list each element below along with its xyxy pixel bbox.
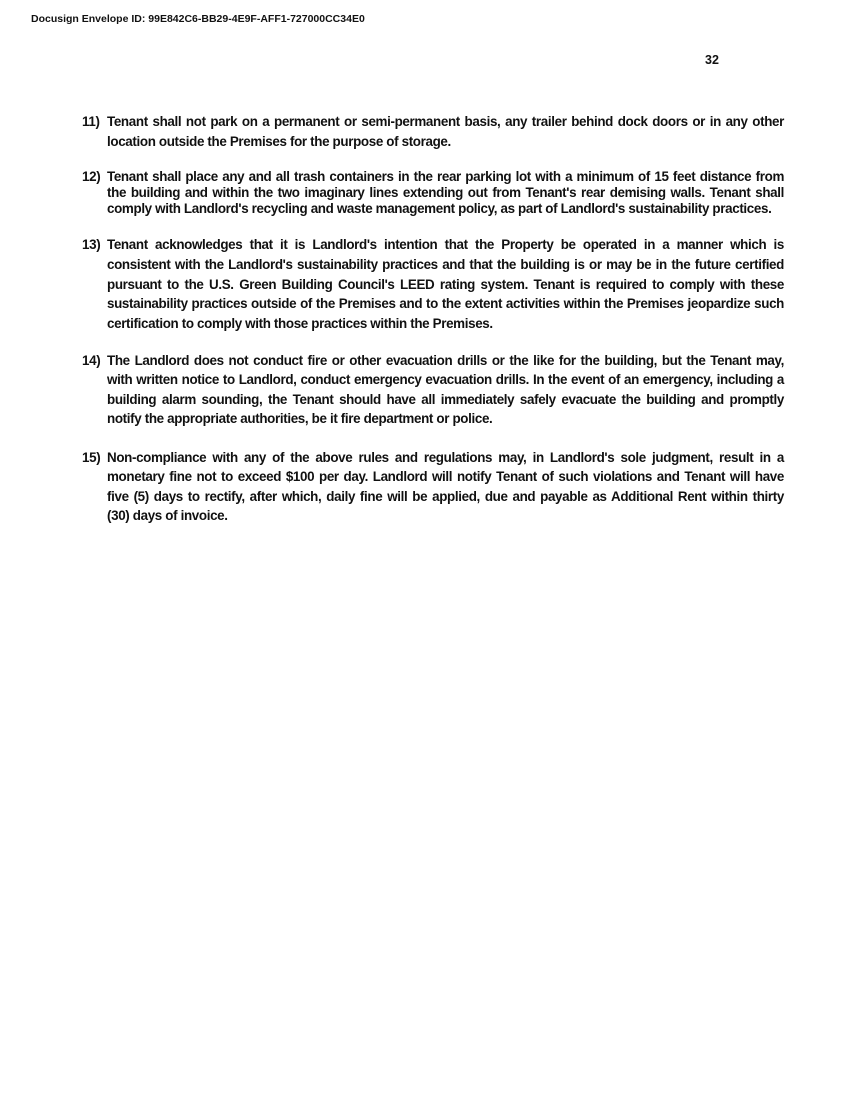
page-number: 32 xyxy=(705,53,719,67)
item-line: notify the appropriate authorities, be it fire department or police. xyxy=(107,411,493,426)
item-line: Tenant shall not park on a permanent or semi-permanent basis, any trailer behind dock doors or in any other xyxy=(107,114,784,129)
item-line: (30) days of invoice. xyxy=(107,508,228,523)
item-line: sustainability practices outside of the Premises and to the extent activities within the Premises jeopardize such xyxy=(107,296,784,311)
item-line: consistent with the Landlord's sustainability practices and that the building is or may be in the future certified xyxy=(107,257,784,272)
item-line: certification to comply with those practices within the Premises. xyxy=(107,316,493,331)
item-number: 12) xyxy=(82,169,101,184)
item-line: with written notice to Landlord, conduct emergency evacuation drills. In the event of an emergency, including a xyxy=(107,372,784,387)
item-line: the building and within the two imaginary lines extending out from Tenant's rear demising walls. Tenant shall xyxy=(107,185,784,200)
item-line: building alarm sounding, the Tenant should have all immediately safely evacuate the building and promptly xyxy=(107,392,784,407)
item-line: pursuant to the U.S. Green Building Council's LEED rating system. Tenant is required to comply with these xyxy=(107,277,784,292)
item-line: five (5) days to rectify, after which, daily fine will be applied, due and payable as Additional Rent within thirty xyxy=(107,489,784,504)
item-line: Non-compliance with any of the above rules and regulations may, in Landlord's sole judgment, result in a xyxy=(107,450,784,465)
item-line: comply with Landlord's recycling and waste management policy, as part of Landlord's sustainability practices. xyxy=(107,201,772,216)
item-line: monetary fine not to exceed $100 per day. Landlord will notify Tenant of such violations and Tenant will have xyxy=(107,469,784,484)
item-line: location outside the Premises for the purpose of storage. xyxy=(107,134,451,149)
item-number: 13) xyxy=(82,237,101,252)
item-number: 14) xyxy=(82,353,101,368)
item-line: Tenant acknowledges that it is Landlord's intention that the Property be operated in a manner which is xyxy=(107,237,784,252)
item-number: 15) xyxy=(82,450,101,465)
item-number: 11) xyxy=(82,114,100,129)
item-line: Tenant shall place any and all trash containers in the rear parking lot with a minimum of 15 feet distance from xyxy=(107,169,784,184)
item-line: The Landlord does not conduct fire or other evacuation drills or the like for the building, but the Tenant may, xyxy=(107,353,784,368)
docusign-envelope-id: Docusign Envelope ID: 99E842C6-BB29-4E9F-AFF1-727000CC34E0 xyxy=(31,13,365,25)
